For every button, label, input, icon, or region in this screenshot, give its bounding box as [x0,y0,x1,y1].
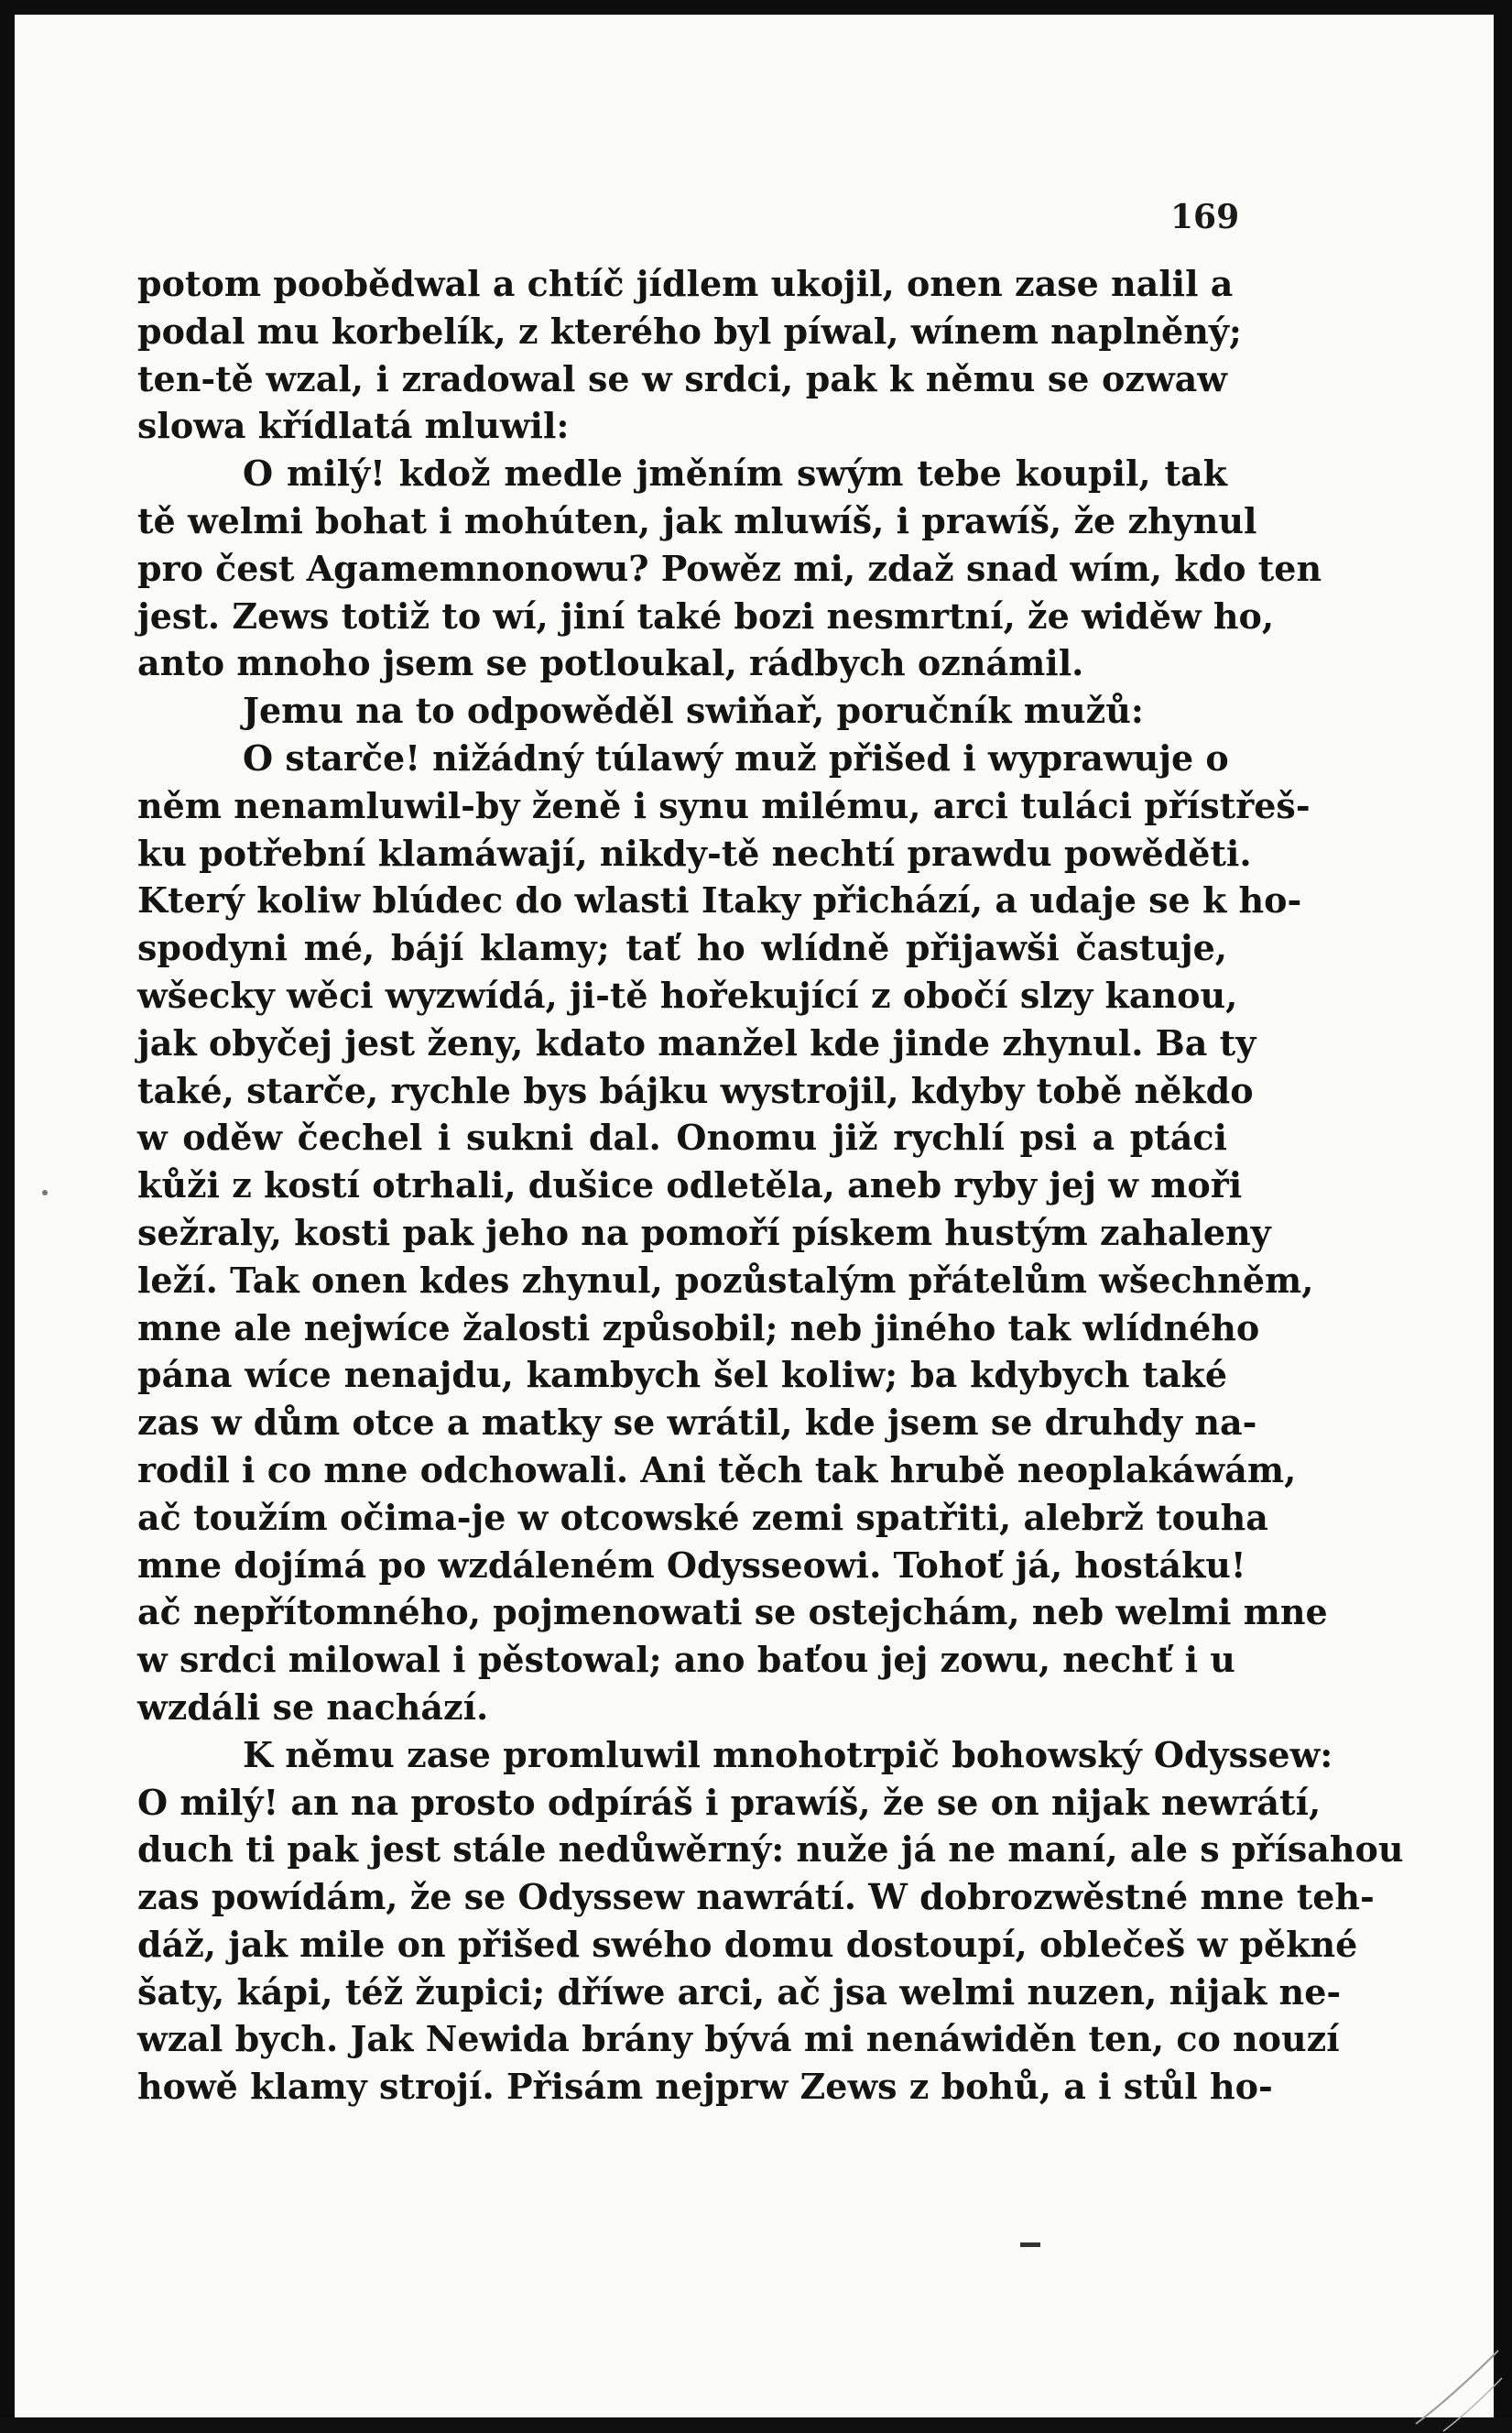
text-line: O milý! kdož medle jměním swým tebe koupil, tak [243,453,1227,495]
book-page [15,15,1494,2417]
text-line: ten-tě wzal, i zradowal se w srdci, pak k němu se ozwaw [137,357,1227,399]
text-line: K němu zase promluwil mnohotrpič bohowský Odyssew: [243,1733,1333,1775]
body-text [137,260,1404,2111]
text-line: leží. Tak onen kdes zhynul, pozůstalým přátelům wšechněm, [137,1259,1314,1301]
scan-border-right [1496,0,1512,2417]
text-line: ku potřební klamáwají, nikdy-tě nechtí prawdu powěděti. [137,832,1252,874]
text-line: anto mnoho jsem se potloukal, rádbych oznámil. [137,642,1084,684]
text-line: Který koliw blúdec do wlasti Itaky přichází, a udaje se k ho- [137,879,1302,922]
text-line: mne dojímá po wzdáleném Odysseowi. Tohoť já, hostáku! [137,1544,1246,1586]
paper-speck [42,1190,48,1195]
text-line: O milý! an na prosto odpíráš i prawíš, že se on nijak newrátí, [137,1781,1322,1823]
text-line: mne ale nejwíce žalosti způsobil; neb jiného tak wlídného [137,1306,1260,1348]
text-line: také, starče, rychle bys bájku wystrojil, kdyby tobě někdo [137,1069,1254,1111]
text-line: spodyni mé, bájí klamy; tať ho wlídně přijawši častuje, [137,927,1227,969]
text-line: Jemu na to odpowěděl swiňař, poručník mužů: [243,690,1144,732]
text-line: w oděw čechel i sukni dal. Onomu již rychlí psi a ptáci [137,1117,1227,1159]
scan-border-left [0,0,13,2417]
scan-border-top [0,0,1512,13]
text-line: podal mu korbelík, z kterého byl píwal, wínem naplněný; [137,310,1242,352]
text-line: w srdci milowal i pěstowal; ano baťou jej zowu, nechť i u [137,1639,1235,1681]
text-line: zas powídám, že se Odyssew nawrátí. W dobrozwěstné mne teh- [137,1876,1375,1918]
text-line: pána wíce nenajdu, kambych šel koliw; ba kdybych také [137,1354,1227,1396]
text-line: rodil i co mne odchowali. Ani těch tak hrubě neoplakáwám, [137,1448,1297,1490]
text-line: wzdáli se nachází. [137,1686,489,1728]
text-line: ač nepřítomného, pojmenowati se ostejchám, neb welmi mne [137,1591,1328,1633]
text-line: zas w dům otce a matky se wrátil, kde jsem se druhdy na- [137,1402,1257,1444]
text-line: slowa křídlatá mluwil: [137,405,570,447]
text-line: duch ti pak jest stále nedůwěrný: nuže já ne maní, ale s přísahou [137,1828,1404,1871]
text-line: howě klamy strojí. Přisám nejprw Zews z bohů, a i stůl ho- [137,2066,1273,2108]
text-line: pro čest Agamemnonowu? Powěz mi, zdaž snad wím, kdo ten [137,547,1322,589]
text-line: wzal bych. Jak Newida brány bývá mi nenáwiděn ten, co nouzí [137,2018,1340,2060]
text-line: O starče! nižádný túlawý muž přišed i wyprawuje o [243,736,1229,779]
text-line: sežraly, kosti pak jeho na pomoří pískem hustým zahaleny [137,1211,1271,1253]
text-line: potom poobědwal a chtíč jídlem ukojil, onen zase nalil a [137,263,1234,304]
text-line: dáž, jak mile on přišed swého domu dostoupí, oblečeš w pěkné [137,1923,1358,1965]
text-line: ač toužím očima-je w otcowské zemi spatřiti, alebrž touha [137,1496,1268,1538]
text-line: tě welmi bohat i mohúten, jak mluwíš, i prawíš, že zhynul [137,499,1257,541]
text-line: jest. Zews totiž to wí, jiní také bozi nesmrtní, že widěw ho, [137,595,1275,637]
text-line: šaty, kápi, též župici; dříwe arci, ač jsa welmi nuzen, nijak ne- [137,1970,1342,2013]
text-line: kůži z kostí otrhali, dušice odletěla, aneb ryby jej w moři [137,1164,1243,1206]
text-line: wšecky wěci wyzwídá, ji-tě hořekující z obočí slzy kanou, [137,974,1238,1016]
print-mark [1020,2242,1040,2247]
page-number: 169 [1170,198,1240,236]
page-corner-crease [1407,2332,1507,2433]
text-line: jak obyčej jest ženy, kdato manžel kde jinde zhynul. Ba ty [137,1021,1256,1064]
text-line: něm nenamluwil-by ženě i synu milému, arci tuláci přístřeš- [137,784,1311,826]
